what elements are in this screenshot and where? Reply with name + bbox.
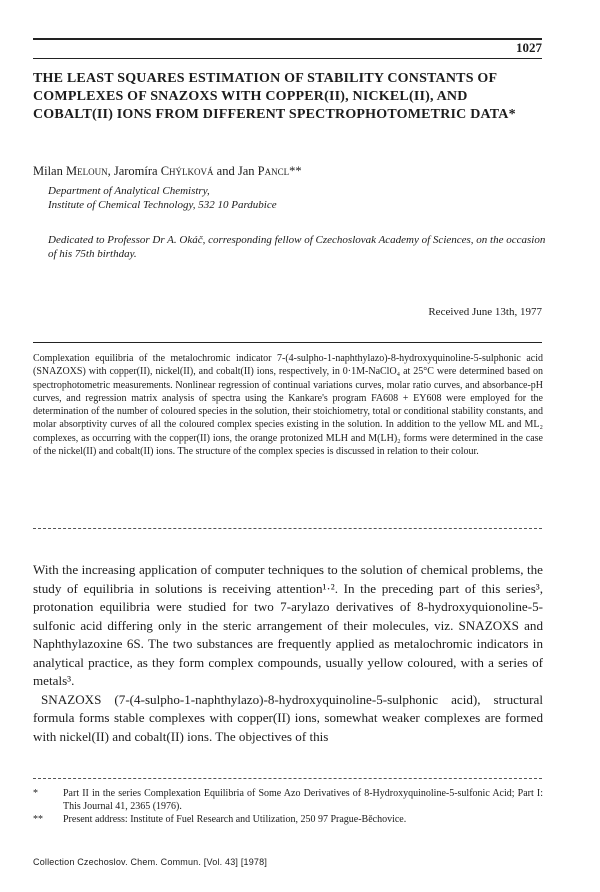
received-date: Received June 13th, 1977 (428, 306, 542, 318)
footnote-mark: * (33, 788, 38, 799)
author-surname: Chýlková (160, 164, 214, 178)
author-separator: , (107, 164, 111, 178)
affiliation-institute: Institute of Chemical Technology, 532 10 Pardubice (48, 199, 277, 211)
footnote-text: Present address: Institute of Fuel Research and Utilization, 250 97 Prague-Běchovice. (63, 814, 407, 825)
author-line (33, 164, 302, 179)
body-text (33, 561, 543, 746)
footnotes (33, 787, 543, 826)
page-number: 1027 (516, 40, 542, 55)
author-given-name: Jaromíra (113, 164, 158, 178)
affiliation-department: Department of Analytical Chemistry, (48, 185, 210, 197)
affiliation (48, 184, 277, 212)
body-paragraph: SNAZOXS (7-(4-sulpho-1-naphthylazo)-8-hydroxyquinoline-5-sulphonic acid), structural formula forms stable complexes with copper(II) ions, somewhat weaker complexes are formed with nickel(II) and cobalt(II) ions. The objectives of this (33, 691, 543, 744)
author-surname: Meloun (65, 164, 108, 178)
footnote-rule (33, 778, 542, 779)
author-given-name: Milan (33, 164, 63, 178)
footnote (33, 787, 543, 813)
journal-footer: Collection Czechoslov. Chem. Commun. [Vol. 43] [1978] (33, 857, 268, 867)
author-surname: Pancl (257, 164, 290, 178)
article-title: THE LEAST SQUARES ESTIMATION OF STABILITY CONSTANTS OF COMPLEXES OF SNAZOXS WITH COPPER(II), NICKEL(II), AND COBALT(II) IONS FROM DIFFERENT SPECTROPHOTOMETRIC DATA* (33, 71, 516, 122)
footnote-mark: ** (33, 814, 43, 825)
abstract-top-rule (33, 342, 542, 343)
header-rule-lower (33, 58, 542, 59)
footnote-text: Part II in the series Complexation Equilibria of Some Azo Derivatives of 8-Hydroxyquinoline-5-sulfonic Acid; Part I: This Journal 41, 2365 (1976). (63, 788, 543, 812)
author-footnote-mark: ** (289, 164, 302, 178)
dedication: Dedicated to Professor Dr A. Okáč, corresponding fellow of Czechoslovak Academy of Sciences, on the occasion of his 75th birthday. (48, 234, 546, 260)
abstract-bottom-rule (33, 528, 542, 529)
header-rule (33, 38, 542, 40)
author-given-name: Jan (237, 164, 255, 178)
abstract: Complexation equilibria of the metalochromic indicator 7-(4-sulpho-1-naphthylazo)-8-hydroxyquinoline-5-sulphonic acid (SNAZOXS) with copper(II), nickel(II), and cobalt(II) ions, respectively, in 0·1M-NaClO₄ at 25°C were determined based on spectrophotometric measurements. Nonlinear regression of continual variations curves, molar ratio curves, and absorbance-pH curves, and regression matrix analysis of spectra using the Kankare's program FA608 + EY608 were employed for the determination of the number of coloured species in the solution, their stoichiometry, total or conditional stability constants, and molar absorptivity curves of all the coloured complex species existing in the solution. In addition to the yellow ML and ML₂ complexes, as occurring with the copper(II) ions, the orange protonized MLH and M(LH)₂ forms were determined in the case of the nickel(II) and cobalt(II) ions. The structure of the complex species is discussed in relation to their colour. (33, 353, 543, 458)
footnote (33, 813, 543, 826)
author-separator: and (213, 164, 235, 178)
body-paragraph: With the increasing application of computer techniques to the solution of chemical problems, the study of equilibria in solutions is receiving attention¹·². In the preceding part of this series³, protonation equilibria were studied for two 7-arylazo derivatives of 8-hydroxyquionoline-5-sulfonic acid differing only in the steric arrangement of their molecules, viz. SNAZOXS and Naphthylazoxine 6S. The two substances are frequently applied as metalochromic indicators in analytical practice, as they form complex compounds, usually yellow coloured, with a series of metals³. (33, 562, 543, 688)
